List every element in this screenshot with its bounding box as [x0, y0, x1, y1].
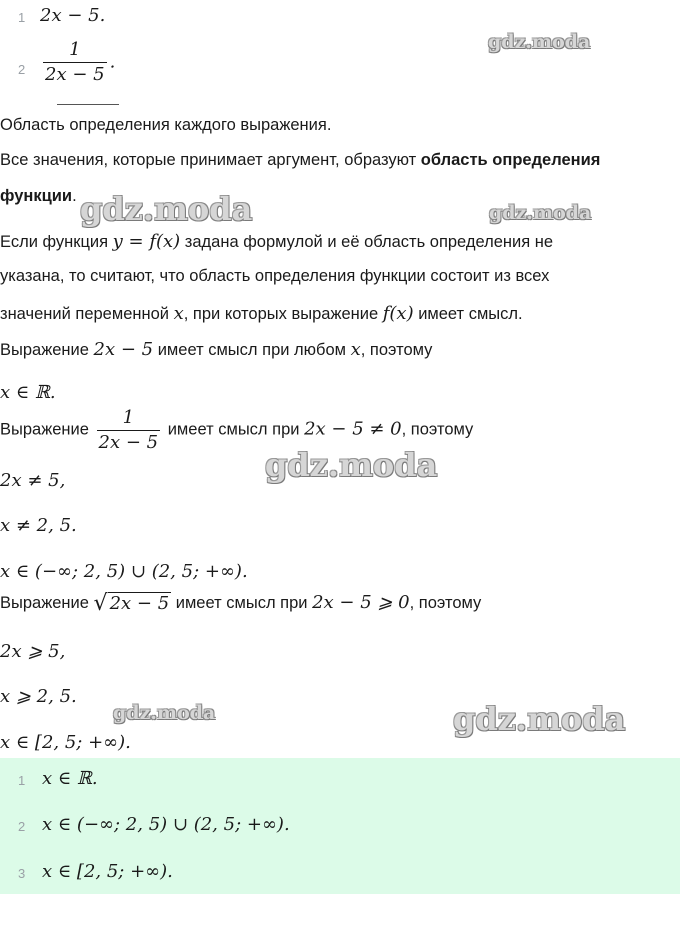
- bold-term: функции: [0, 187, 73, 205]
- bold-term: область определения: [420, 151, 601, 169]
- watermark: gdz.moda: [488, 31, 591, 53]
- math-line: 2x ⩾ 5,: [0, 641, 66, 662]
- paragraph: Все значения, которые принимает аргумент, образуют область определения: [0, 151, 601, 169]
- math-line: x ≠ 2, 5.: [0, 515, 77, 536]
- fraction: [43, 40, 107, 85]
- paragraph: Область определения каждого выражения.: [0, 116, 332, 134]
- math-line: x ⩾ 2, 5.: [0, 686, 77, 707]
- math-line: x ∈ (−∞; 2, 5) ∪ (2, 5; +∞).: [0, 561, 248, 582]
- fraction-numerator: 1: [69, 39, 81, 60]
- paragraph: функции.: [0, 187, 77, 205]
- fraction: $\frac{1}{2x - 5}$: [98, 407, 159, 453]
- square-root: √ 2x − 5: [93, 590, 170, 616]
- list-number: 2: [18, 62, 26, 77]
- watermark: gdz.moda: [80, 190, 253, 228]
- paragraph: Если функция y = f(x) задана формулой и её область определения не: [0, 231, 554, 252]
- paragraph: Выражение 2x − 5 имеет смысл при любом x, поэтому: [0, 339, 433, 360]
- watermark: gdz.moda: [489, 202, 592, 224]
- answer-expression: x ∈ (−∞; 2, 5) ∪ (2, 5; +∞).: [42, 814, 290, 835]
- list-fraction-expression: [40, 40, 115, 85]
- answer-number: 1: [18, 773, 26, 788]
- answer-number: 2: [18, 819, 26, 834]
- math-inline: y = f(x): [112, 231, 181, 252]
- answer-number: 3: [18, 866, 26, 881]
- paragraph: Выражение √ 2x − 5 имеет смысл при 2x − 5 ⩾ 0, поэтому: [0, 590, 482, 616]
- fraction-denominator: 2x − 5: [45, 63, 105, 85]
- list-expression: 2x − 5.: [40, 5, 106, 26]
- paragraph: Выражение $\frac{1}{2x - 5}$ имеет смысл при 2x − 5 ≠ 0, поэтому: [0, 407, 474, 453]
- math-line: x ∈ ℝ.: [0, 382, 56, 403]
- separator-line: [57, 104, 119, 105]
- paragraph: значений переменной x, при которых выражение f(x) имеет смысл.: [0, 303, 523, 324]
- answer-expression: x ∈ [2, 5; +∞).: [42, 861, 173, 882]
- answer-block: [0, 758, 680, 894]
- watermark: gdz.moda: [265, 446, 438, 484]
- watermark: gdz.moda: [453, 700, 626, 738]
- math-line: x ∈ [2, 5; +∞).: [0, 732, 131, 753]
- fraction-suffix: .: [109, 51, 116, 73]
- list-number: 1: [18, 10, 26, 25]
- watermark: gdz.moda: [113, 702, 216, 724]
- math-line: 2x ≠ 5,: [0, 470, 66, 491]
- paragraph: указана, то считают, что область определения функции состоит из всех: [0, 267, 550, 285]
- answer-expression: x ∈ ℝ.: [42, 768, 98, 789]
